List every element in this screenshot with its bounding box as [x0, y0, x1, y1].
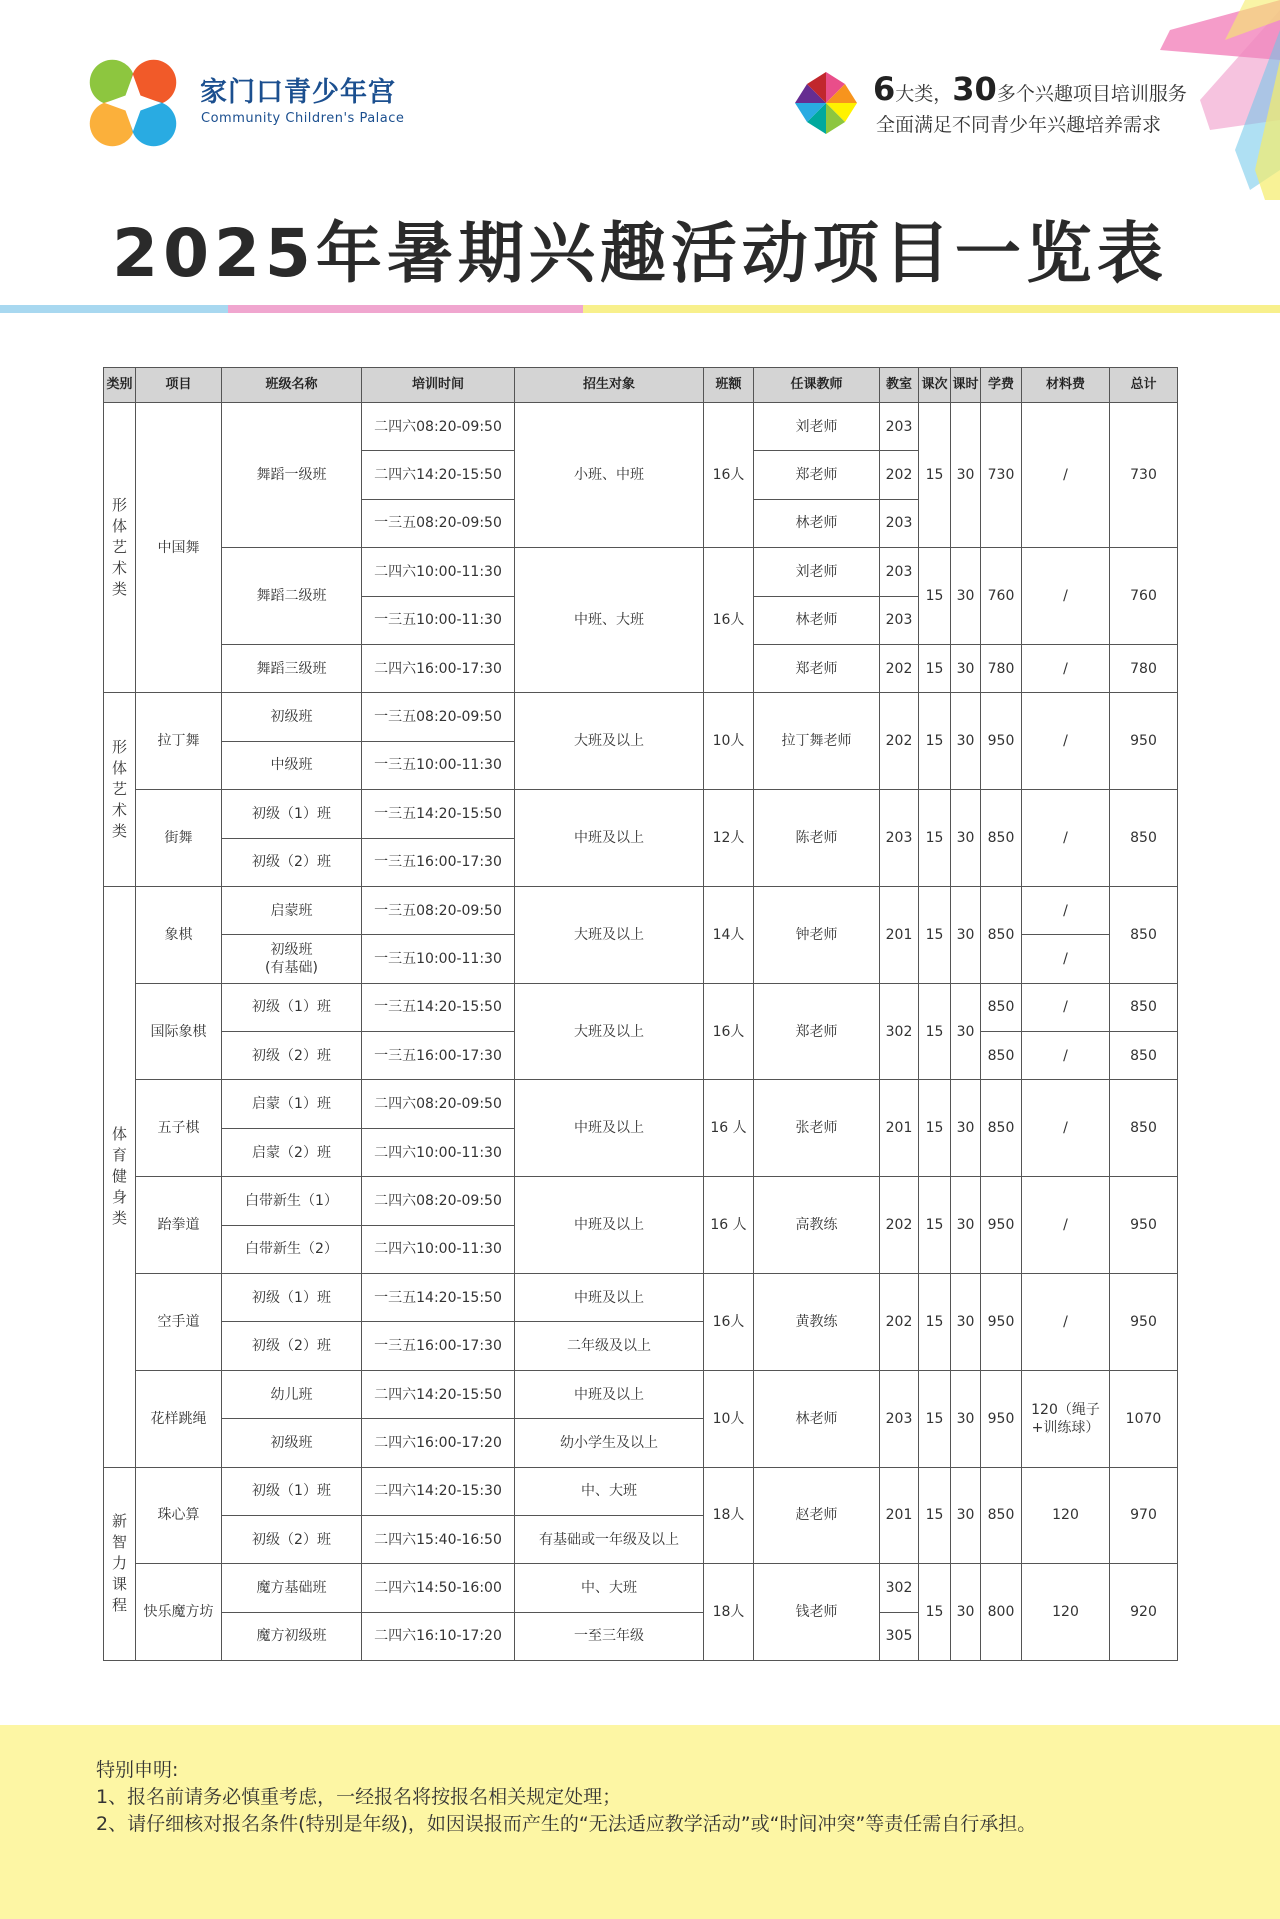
room-cell: 203 [880, 596, 919, 644]
room-cell: 203 [880, 1370, 919, 1467]
material-cell: / [1022, 935, 1110, 983]
room-cell: 202 [880, 451, 919, 499]
class-cell: 初级（2）班 [222, 1515, 362, 1563]
room-cell: 201 [880, 1467, 919, 1564]
target-cell: 中、大班 [515, 1564, 704, 1612]
teacher-cell: 刘老师 [754, 548, 880, 596]
header-cell: 任课教师 [754, 368, 880, 403]
table-row [104, 548, 1178, 596]
room-cell: 203 [880, 499, 919, 547]
time-cell: 二四六10:00-11:30 [362, 1128, 515, 1176]
total-cell: 730 [1110, 403, 1178, 548]
teacher-cell: 钟老师 [754, 886, 880, 983]
notice-line-2: 2、请仔细核对报名条件(特别是年级)，如因误报而产生的“无法适应教学活动”或“时间冲突”等责任需自行承担。 [96, 1813, 1037, 1835]
header-cell: 项目 [136, 368, 222, 403]
room-cell: 302 [880, 1564, 919, 1612]
time-cell: 二四六16:00-17:20 [362, 1419, 515, 1467]
material-cell: 120 [1022, 1564, 1110, 1661]
teacher-cell: 张老师 [754, 1080, 880, 1177]
fee-cell: 950 [981, 1370, 1022, 1467]
time-cell: 一三五08:20-09:50 [362, 499, 515, 547]
notice-panel [0, 1725, 1280, 1919]
table-row [104, 1370, 1178, 1418]
class-cell: 魔方基础班 [222, 1564, 362, 1612]
header-cell: 班额 [704, 368, 754, 403]
sessions-cell: 15 [919, 886, 951, 983]
class-cell: 舞蹈一级班 [222, 403, 362, 548]
room-cell: 201 [880, 1080, 919, 1177]
sessions-cell: 15 [919, 1274, 951, 1371]
time-cell: 一三五16:00-17:30 [362, 1032, 515, 1080]
hours-cell: 30 [951, 790, 981, 887]
time-cell: 一三五08:20-09:50 [362, 886, 515, 934]
size-cell: 16人 [704, 983, 754, 1080]
table-row [104, 1080, 1178, 1128]
target-cell: 有基础或一年级及以上 [515, 1515, 704, 1563]
material-cell: 120（绳子+训练球） [1022, 1370, 1110, 1467]
size-cell: 16 人 [704, 1080, 754, 1177]
fee-cell: 950 [981, 1177, 1022, 1274]
size-cell: 18人 [704, 1467, 754, 1564]
notice-line-1: 1、报名前请务必慎重考虑，一经报名将按报名相关规定处理； [96, 1786, 622, 1808]
sessions-cell: 15 [919, 693, 951, 790]
room-cell: 201 [880, 886, 919, 983]
total-cell: 850 [1110, 790, 1178, 887]
notice-title: 特别申明: [96, 1759, 179, 1781]
category-cell: 形 体 艺 术 类 [104, 693, 136, 887]
fee-cell: 850 [981, 886, 1022, 983]
teacher-cell: 郑老师 [754, 644, 880, 692]
class-cell: 启蒙（1）班 [222, 1080, 362, 1128]
total-cell: 970 [1110, 1467, 1178, 1564]
project-cell: 花样跳绳 [136, 1370, 222, 1467]
target-cell: 一至三年级 [515, 1612, 704, 1660]
table-row [104, 790, 1178, 838]
target-cell: 中班及以上 [515, 1080, 704, 1177]
header-cell: 招生对象 [515, 368, 704, 403]
slogan-line-2: 全面满足不同青少年兴趣培养需求 [876, 114, 1162, 136]
fee-cell: 760 [981, 548, 1022, 645]
hours-cell: 30 [951, 1370, 981, 1467]
class-cell: 初级班 [222, 1419, 362, 1467]
sessions-cell: 15 [919, 983, 951, 1080]
project-cell: 街舞 [136, 790, 222, 887]
total-cell: 850 [1110, 983, 1178, 1031]
table-row [104, 403, 1178, 451]
total-cell: 780 [1110, 644, 1178, 692]
table-row [104, 1177, 1178, 1225]
material-cell: / [1022, 790, 1110, 887]
category-cell: 体 育 健 身 类 [104, 886, 136, 1467]
fee-cell: 730 [981, 403, 1022, 548]
time-cell: 二四六16:00-17:30 [362, 644, 515, 692]
fee-cell: 950 [981, 693, 1022, 790]
table-row [104, 1564, 1178, 1612]
teacher-cell: 高教练 [754, 1177, 880, 1274]
project-cell: 空手道 [136, 1274, 222, 1371]
total-cell: 950 [1110, 1177, 1178, 1274]
time-cell: 一三五10:00-11:30 [362, 741, 515, 789]
target-cell: 中、大班 [515, 1467, 704, 1515]
time-cell: 一三五14:20-15:50 [362, 790, 515, 838]
time-cell: 二四六08:20-09:50 [362, 1177, 515, 1225]
class-cell: 启蒙班 [222, 886, 362, 934]
fee-cell: 850 [981, 1080, 1022, 1177]
hours-cell: 30 [951, 644, 981, 692]
hours-cell: 30 [951, 983, 981, 1080]
time-cell: 一三五14:20-15:50 [362, 1274, 515, 1322]
sessions-cell: 15 [919, 790, 951, 887]
time-cell: 一三五14:20-15:50 [362, 983, 515, 1031]
material-cell: / [1022, 693, 1110, 790]
sessions-cell: 15 [919, 548, 951, 645]
size-cell: 16人 [704, 403, 754, 548]
project-cell: 珠心算 [136, 1467, 222, 1564]
decorative-rays [1050, 0, 1280, 200]
activity-table [103, 367, 1177, 1661]
class-cell: 初级（1）班 [222, 983, 362, 1031]
teacher-cell: 钱老师 [754, 1564, 880, 1661]
material-cell: / [1022, 1032, 1110, 1080]
project-cell: 跆拳道 [136, 1177, 222, 1274]
class-cell: 初级（2）班 [222, 838, 362, 886]
class-cell: 白带新生（1） [222, 1177, 362, 1225]
total-cell: 850 [1110, 1080, 1178, 1177]
teacher-cell: 林老师 [754, 596, 880, 644]
header-cell: 材料费 [1022, 368, 1110, 403]
target-cell: 大班及以上 [515, 983, 704, 1080]
teacher-cell: 黄教练 [754, 1274, 880, 1371]
hours-cell: 30 [951, 403, 981, 548]
teacher-cell: 林老师 [754, 1370, 880, 1467]
size-cell: 16人 [704, 548, 754, 693]
fee-cell: 850 [981, 790, 1022, 887]
header-cell: 培训时间 [362, 368, 515, 403]
class-cell: 初级（1）班 [222, 790, 362, 838]
hours-cell: 30 [951, 886, 981, 983]
sessions-cell: 15 [919, 644, 951, 692]
target-cell: 二年级及以上 [515, 1322, 704, 1370]
project-cell: 中国舞 [136, 403, 222, 693]
room-cell: 305 [880, 1612, 919, 1660]
table-header-row [104, 368, 1178, 403]
hours-cell: 30 [951, 1467, 981, 1564]
class-cell: 魔方初级班 [222, 1612, 362, 1660]
material-cell: / [1022, 886, 1110, 934]
header-cell: 课次 [919, 368, 951, 403]
project-cell: 五子棋 [136, 1080, 222, 1177]
class-cell: 舞蹈二级班 [222, 548, 362, 645]
target-cell: 小班、中班 [515, 403, 704, 548]
pinwheel-icon [793, 70, 859, 136]
time-cell: 二四六08:20-09:50 [362, 403, 515, 451]
class-cell: 初级（2）班 [222, 1032, 362, 1080]
material-cell: / [1022, 1274, 1110, 1371]
sessions-cell: 15 [919, 403, 951, 548]
size-cell: 12人 [704, 790, 754, 887]
total-cell: 760 [1110, 548, 1178, 645]
sessions-cell: 15 [919, 1564, 951, 1661]
fee-cell: 850 [981, 1467, 1022, 1564]
sessions-cell: 15 [919, 1370, 951, 1467]
room-cell: 203 [880, 403, 919, 451]
hours-cell: 30 [951, 1177, 981, 1274]
time-cell: 二四六15:40-16:50 [362, 1515, 515, 1563]
material-cell: / [1022, 644, 1110, 692]
time-cell: 一三五10:00-11:30 [362, 596, 515, 644]
room-cell: 202 [880, 1274, 919, 1371]
room-cell: 203 [880, 790, 919, 887]
teacher-cell: 郑老师 [754, 451, 880, 499]
material-cell: / [1022, 983, 1110, 1031]
hours-cell: 30 [951, 1080, 981, 1177]
target-cell: 中班及以上 [515, 1177, 704, 1274]
header-cell: 类别 [104, 368, 136, 403]
teacher-cell: 赵老师 [754, 1467, 880, 1564]
color-stripe-pink [228, 305, 583, 313]
time-cell: 二四六14:20-15:50 [362, 1370, 515, 1418]
color-stripe-yellow [583, 305, 1280, 313]
color-stripe-blue [0, 305, 228, 313]
project-cell: 国际象棋 [136, 983, 222, 1080]
class-cell: 白带新生（2） [222, 1225, 362, 1273]
size-cell: 18人 [704, 1564, 754, 1661]
class-cell [222, 935, 362, 983]
size-cell: 10人 [704, 1370, 754, 1467]
time-cell: 一三五16:00-17:30 [362, 838, 515, 886]
material-cell: / [1022, 548, 1110, 645]
target-cell: 中班及以上 [515, 790, 704, 887]
material-cell: 120 [1022, 1467, 1110, 1564]
size-cell: 16 人 [704, 1177, 754, 1274]
table-row [104, 1467, 1178, 1515]
class-cell: 舞蹈三级班 [222, 644, 362, 692]
target-cell: 中班及以上 [515, 1274, 704, 1322]
project-cell: 象棋 [136, 886, 222, 983]
target-cell: 幼小学生及以上 [515, 1419, 704, 1467]
table-row [104, 886, 1178, 934]
logo-name: 家门口青少年宫 [200, 77, 396, 108]
time-cell: 一三五08:20-09:50 [362, 693, 515, 741]
material-cell: / [1022, 403, 1110, 548]
class-note: (有基础) [265, 959, 318, 976]
class-cell: 初级班 [222, 693, 362, 741]
size-cell: 14人 [704, 886, 754, 983]
time-cell: 一三五16:00-17:30 [362, 1322, 515, 1370]
header-cell: 学费 [981, 368, 1022, 403]
time-cell: 一三五10:00-11:30 [362, 935, 515, 983]
time-cell: 二四六10:00-11:30 [362, 1225, 515, 1273]
fee-cell: 850 [981, 983, 1022, 1031]
category-cell: 新 智 力 课 程 [104, 1467, 136, 1661]
category-cell: 形 体 艺 术 类 [104, 403, 136, 693]
teacher-cell: 陈老师 [754, 790, 880, 887]
size-cell: 10人 [704, 693, 754, 790]
target-cell: 大班及以上 [515, 693, 704, 790]
teacher-cell: 郑老师 [754, 983, 880, 1080]
project-cell: 拉丁舞 [136, 693, 222, 790]
room-cell: 203 [880, 548, 919, 596]
class-cell: 中级班 [222, 741, 362, 789]
time-cell: 二四六08:20-09:50 [362, 1080, 515, 1128]
class-cell: 启蒙（2）班 [222, 1128, 362, 1176]
header-cell: 课时 [951, 368, 981, 403]
material-cell: / [1022, 1080, 1110, 1177]
sessions-cell: 15 [919, 1177, 951, 1274]
header-cell: 教室 [880, 368, 919, 403]
sessions-cell: 15 [919, 1080, 951, 1177]
sessions-cell: 15 [919, 1467, 951, 1564]
hours-cell: 30 [951, 693, 981, 790]
room-cell: 202 [880, 644, 919, 692]
fee-cell: 800 [981, 1564, 1022, 1661]
table-row [104, 693, 1178, 741]
header-cell: 总计 [1110, 368, 1178, 403]
teacher-cell: 刘老师 [754, 403, 880, 451]
teacher-cell: 林老师 [754, 499, 880, 547]
hours-cell: 30 [951, 1564, 981, 1661]
hours-cell: 30 [951, 548, 981, 645]
time-cell: 二四六14:20-15:50 [362, 451, 515, 499]
table-row [104, 983, 1178, 1031]
target-cell: 中班及以上 [515, 1370, 704, 1418]
page-title: 2025年暑期兴趣活动项目一览表 [112, 215, 1168, 292]
total-cell: 950 [1110, 693, 1178, 790]
room-cell: 202 [880, 693, 919, 790]
target-cell: 大班及以上 [515, 886, 704, 983]
hours-cell: 30 [951, 1274, 981, 1371]
time-cell: 二四六16:10-17:20 [362, 1612, 515, 1660]
time-cell: 二四六14:20-15:30 [362, 1467, 515, 1515]
time-cell: 二四六10:00-11:30 [362, 548, 515, 596]
fee-cell: 780 [981, 644, 1022, 692]
target-cell: 中班、大班 [515, 548, 704, 693]
logo-english-name: Community Children's Palace [201, 111, 405, 126]
class-cell: 幼儿班 [222, 1370, 362, 1418]
total-cell: 920 [1110, 1564, 1178, 1661]
project-cell: 快乐魔方坊 [136, 1564, 222, 1661]
total-cell: 850 [1110, 886, 1178, 983]
total-cell: 850 [1110, 1032, 1178, 1080]
teacher-cell: 拉丁舞老师 [754, 693, 880, 790]
table-row [104, 1274, 1178, 1322]
class-cell: 初级（1）班 [222, 1274, 362, 1322]
logo-icon [86, 56, 180, 150]
total-cell: 1070 [1110, 1370, 1178, 1467]
class-name: 初级班 [270, 941, 313, 958]
time-cell: 二四六14:50-16:00 [362, 1564, 515, 1612]
material-cell: / [1022, 1177, 1110, 1274]
room-cell: 302 [880, 983, 919, 1080]
class-cell: 初级（2）班 [222, 1322, 362, 1370]
room-cell: 202 [880, 1177, 919, 1274]
header-cell: 班级名称 [222, 368, 362, 403]
total-cell: 950 [1110, 1274, 1178, 1371]
class-cell: 初级（1）班 [222, 1467, 362, 1515]
slogan-line-1: 6大类，30多个兴趣项目培训服务 [873, 70, 1187, 108]
fee-cell: 850 [981, 1032, 1022, 1080]
size-cell: 16人 [704, 1274, 754, 1371]
fee-cell: 950 [981, 1274, 1022, 1371]
